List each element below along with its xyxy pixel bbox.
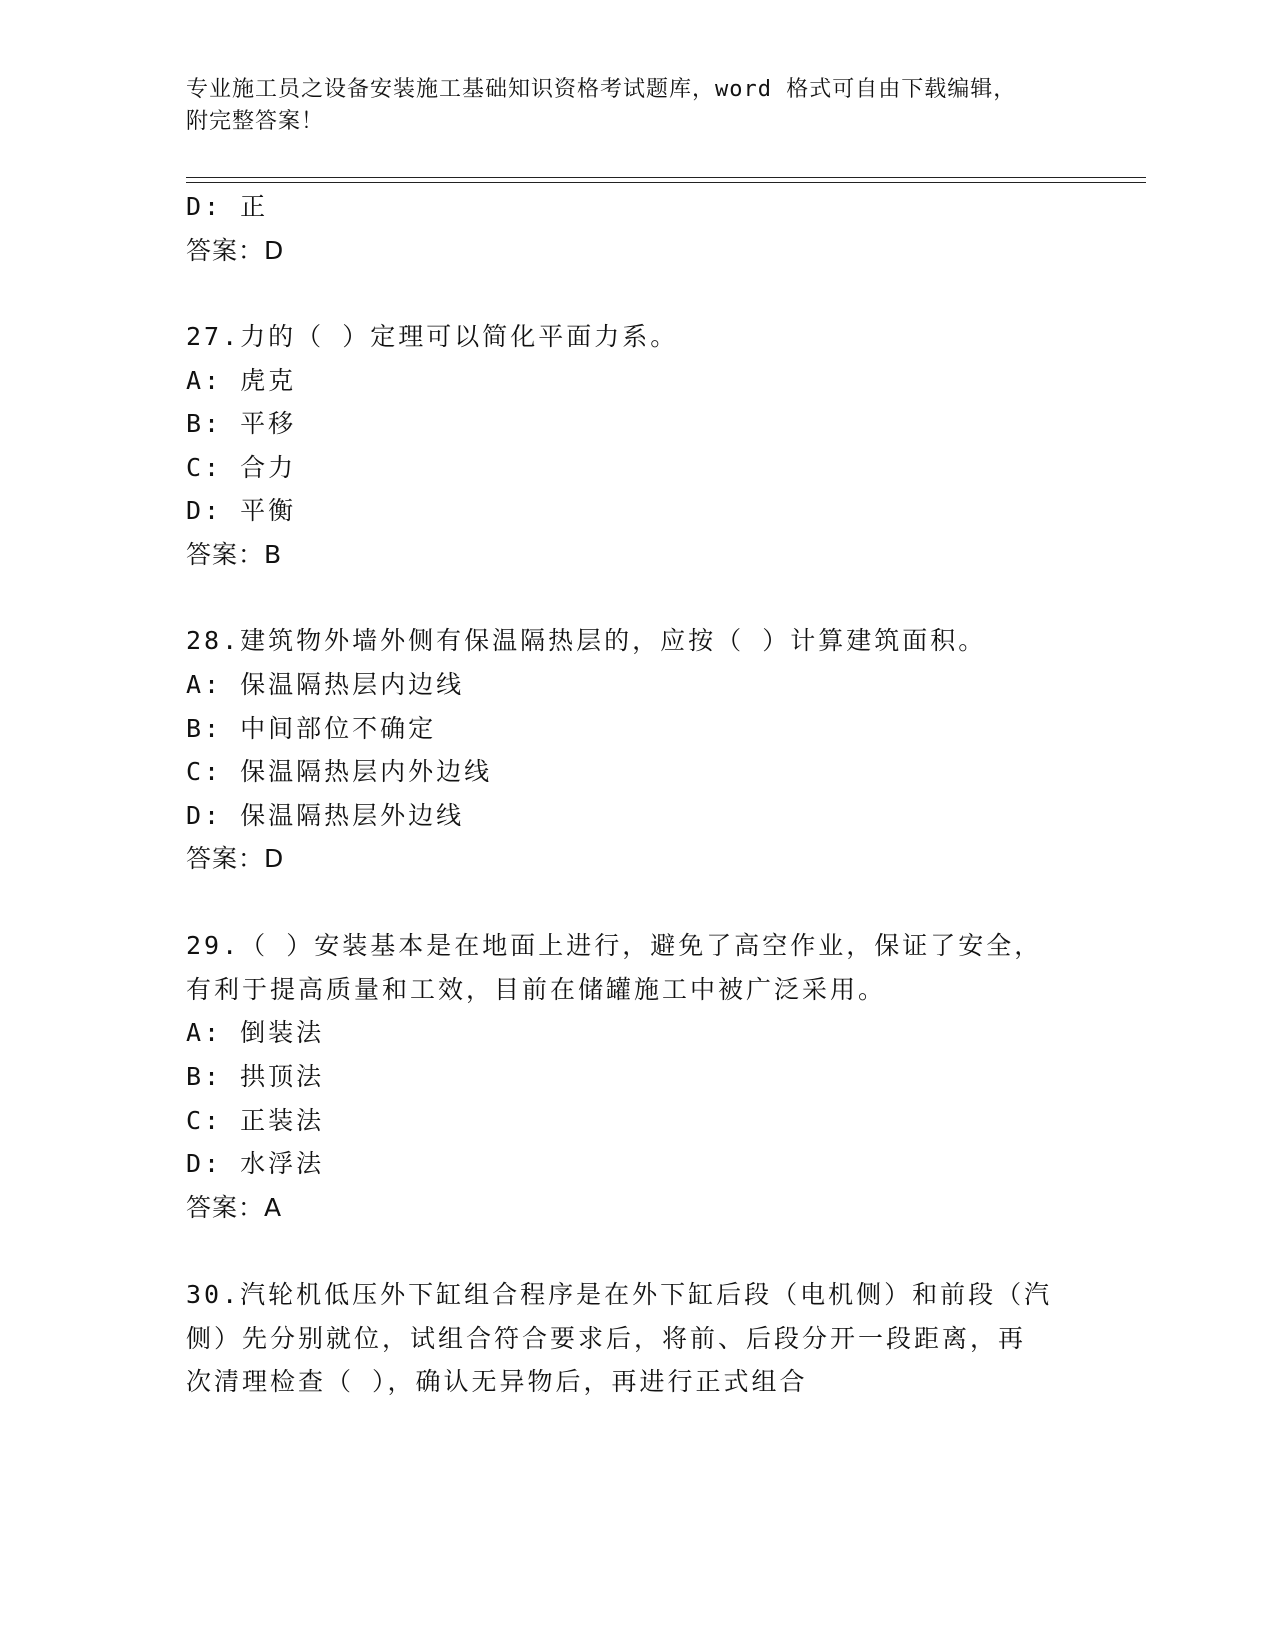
- question-30-stem-line-1: 30.汽轮机低压外下缸组合程序是在外下缸后段（电机侧）和前段（汽: [186, 1280, 1053, 1309]
- question-28-option-c: C: 保温隔热层内外边线: [186, 757, 493, 786]
- header-divider-bottom: [186, 182, 1146, 183]
- question-27-option-a: A: 虎克: [186, 366, 297, 395]
- question-29-option-a: A: 倒装法: [186, 1018, 325, 1047]
- question-30-stem-line-2: 侧）先分别就位，试组合符合要求后，将前、后段分开一段距离，再: [186, 1324, 1027, 1353]
- option-d: D: 正: [186, 192, 269, 221]
- question-27-option-b: B: 平移: [186, 409, 297, 438]
- question-29-option-c: C: 正装法: [186, 1106, 325, 1135]
- question-27-stem: 27.力的（ ）定理可以简化平面力系。: [186, 322, 679, 351]
- question-29-stem-line-1: 29.（ ）安装基本是在地面上进行，避免了高空作业，保证了安全，: [186, 931, 1043, 960]
- question-28-stem: 28.建筑物外墙外侧有保温隔热层的，应按（ ）计算建筑面积。: [186, 626, 987, 655]
- question-28-answer: 答案：D: [186, 844, 285, 873]
- question-27-answer: 答案：B: [186, 540, 283, 569]
- question-29-answer: 答案：A: [186, 1193, 283, 1222]
- question-29-option-d: D: 水浮法: [186, 1149, 325, 1178]
- question-28-option-d: D: 保温隔热层外边线: [186, 801, 465, 830]
- header-line-2: 附完整答案！: [186, 109, 325, 134]
- question-29-stem-line-2: 有利于提高质量和工效，目前在储罐施工中被广泛采用。: [186, 975, 887, 1004]
- answer: 答案：D: [186, 236, 285, 265]
- question-30-stem-line-3: 次清理检查（ ），确认无异物后，再进行正式组合: [186, 1367, 808, 1396]
- question-27-option-c: C: 合力: [186, 453, 297, 482]
- question-28-option-a: A: 保温隔热层内边线: [186, 670, 465, 699]
- question-27-option-d: D: 平衡: [186, 496, 297, 525]
- header-divider-top: [186, 177, 1146, 178]
- question-28-option-b: B: 中间部位不确定: [186, 714, 437, 743]
- header-line-1: 专业施工员之设备安装施工基础知识资格考试题库，word 格式可自由下载编辑，: [186, 77, 1017, 102]
- question-29-option-b: B: 拱顶法: [186, 1062, 325, 1091]
- document-header: [186, 74, 1086, 138]
